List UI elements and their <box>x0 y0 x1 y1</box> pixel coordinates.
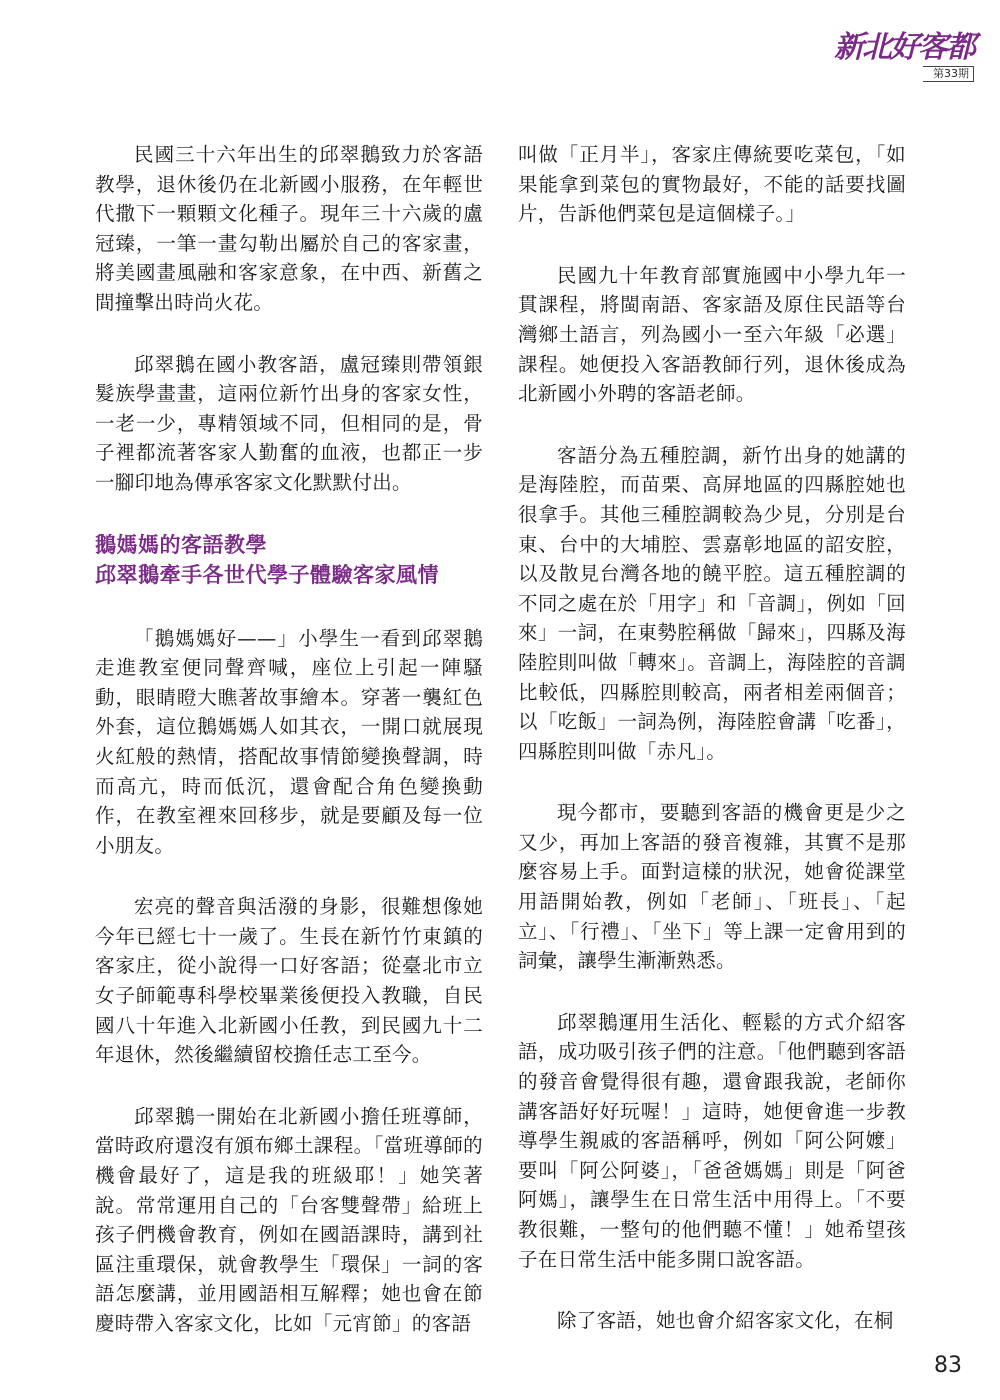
right-paragraph-2: 客語分為五種腔調，新竹出身的她講的是海陸腔，而苗栗、高屏地區的四縣腔她也很拿手。其他三種腔調較為少見，分別是台東、台中的大埔腔、雲嘉彰地區的詔安腔，以及散見台灣各地的饒平腔。這五種腔調的不同之處在於「用字」和「音調」，例如「回來」一詞，在東勢腔稱做「歸來」，四縣及海陸腔則叫做「轉來」。音調上，海陸腔的音調比較低，四縣腔則較高，兩者相差兩個音；以「吃飯」一詞為例，海陸腔會講「吃番」，四縣腔則叫做「赤凡」。 <box>518 443 906 763</box>
body-paragraph-3: 邱翠鵝一開始在北新國小擔任班導師，當時政府還沒有頒布鄉土課程。「當班導師的機會最好了，這是我的班級耶！」她笑著說。常常運用自己的「台客雙聲帶」給班上孩子們機會教育，例如在國語課時，講到社區注重環保，就會教學生「環保」一詞的客語怎麼講，並用國語相互解釋；她也會在節慶時帶入客家文化，比如「元宵節」的客語 <box>95 1104 483 1335</box>
body-paragraph-1: 「鵝媽媽好——」小學生一看到邱翠鵝走進教室便同聲齊喊，座位上引起一陣騷動，眼睛瞪大瞧著故事繪本。穿著一襲紅色外套，這位鵝媽媽人如其衣，一開口就展現火紅般的熱情，搭配故事情節變換聲調，時而高亢，時而低沉，還會配合角色變換動作，在教室裡來回移步，就是要顧及每一位小朋友。 <box>95 626 483 857</box>
right-paragraph-4: 邱翠鵝運用生活化、輕鬆的方式介紹客語，成功吸引孩子們的注意。「他們聽到客語的發音會覺得很有趣，還會跟我說，老師你講客語好好玩喔！」這時，她便會進一步教導學生親戚的客語稱呼，例如「阿公阿嬤」要叫「阿公阿婆」，「爸爸媽媽」則是「阿爸阿媽」，讓學生在日常生活中用得上。「不要教很難，一整句的他們聽不懂！」她希望孩子在日常生活中能多開口說客語。 <box>518 1010 906 1271</box>
right-paragraph-5: 除了客語，她也會介紹客家文化，在桐 <box>557 1309 894 1333</box>
left-column <box>95 140 483 1371</box>
intro-paragraph-1: 民國三十六年出生的邱翠鵝致力於客語教學，退休後仍在北新國小服務，在年輕世代撒下一顆顆文化種子。現年三十六歲的盧冠臻，一筆一畫勾勒出屬於自己的客家畫，將美國畫風融和客家意象，在中西、新舊之間撞擊出時尚火花。 <box>95 143 483 314</box>
intro-paragraph-2: 邱翠鵝在國小教客語，盧冠臻則帶領銀髮族學畫畫，這兩位新竹出身的客家女性，一老一少，專精領域不同，但相同的是，骨子裡都流著客家人勤奮的血液，也都正一步一腳印地為傳承客家文化默默付出。 <box>95 352 483 494</box>
section-heading <box>95 530 483 590</box>
page-number: 83 <box>934 1353 962 1378</box>
issue-number: 第33期 <box>923 66 974 82</box>
section-heading-line-1: 鵝媽媽的客語教學 <box>95 531 267 557</box>
body-paragraph-2: 宏亮的聲音與活潑的身影，很難想像她今年已經七十一歲了。生長在新竹竹東鎮的客家庄，從小說得一口好客語；從臺北市立女子師範專科學校畢業後便投入教職，自民國八十年進入北新國小任教，到民國九十二年退休，然後繼續留校擔任志工至今。 <box>95 895 483 1067</box>
right-paragraph-3: 現今都市，要聽到客語的機會更是少之又少，再加上客語的發音複雜，其實不是那麼容易上手。面對這樣的狀況，她會從課堂用語開始教，例如「老師」、「班長」、「起立」、「行禮」、「坐下」等上課一定會用到的詞彙，讓學生漸漸熟悉。 <box>518 801 906 973</box>
continued-paragraph: 叫做「正月半」，客家庄傳統要吃菜包，「如果能拿到菜包的實物最好，不能的話要找圖片，告訴他們菜包是這個樣子。」 <box>518 143 906 226</box>
magazine-logo: 新北好客都 <box>834 30 974 65</box>
masthead <box>834 22 974 84</box>
section-heading-line-2: 邱翠鵝牽手各世代學子體驗客家風情 <box>95 561 439 587</box>
right-paragraph-1: 民國九十年教育部實施國中小學九年一貫課程，將閩南語、客家語及原住民語等台灣鄉土語言，列為國小一至六年級「必選」課程。她便投入客語教師行列，退休後成為北新國小外聘的客語老師。 <box>518 263 906 406</box>
right-column <box>518 140 906 1368</box>
